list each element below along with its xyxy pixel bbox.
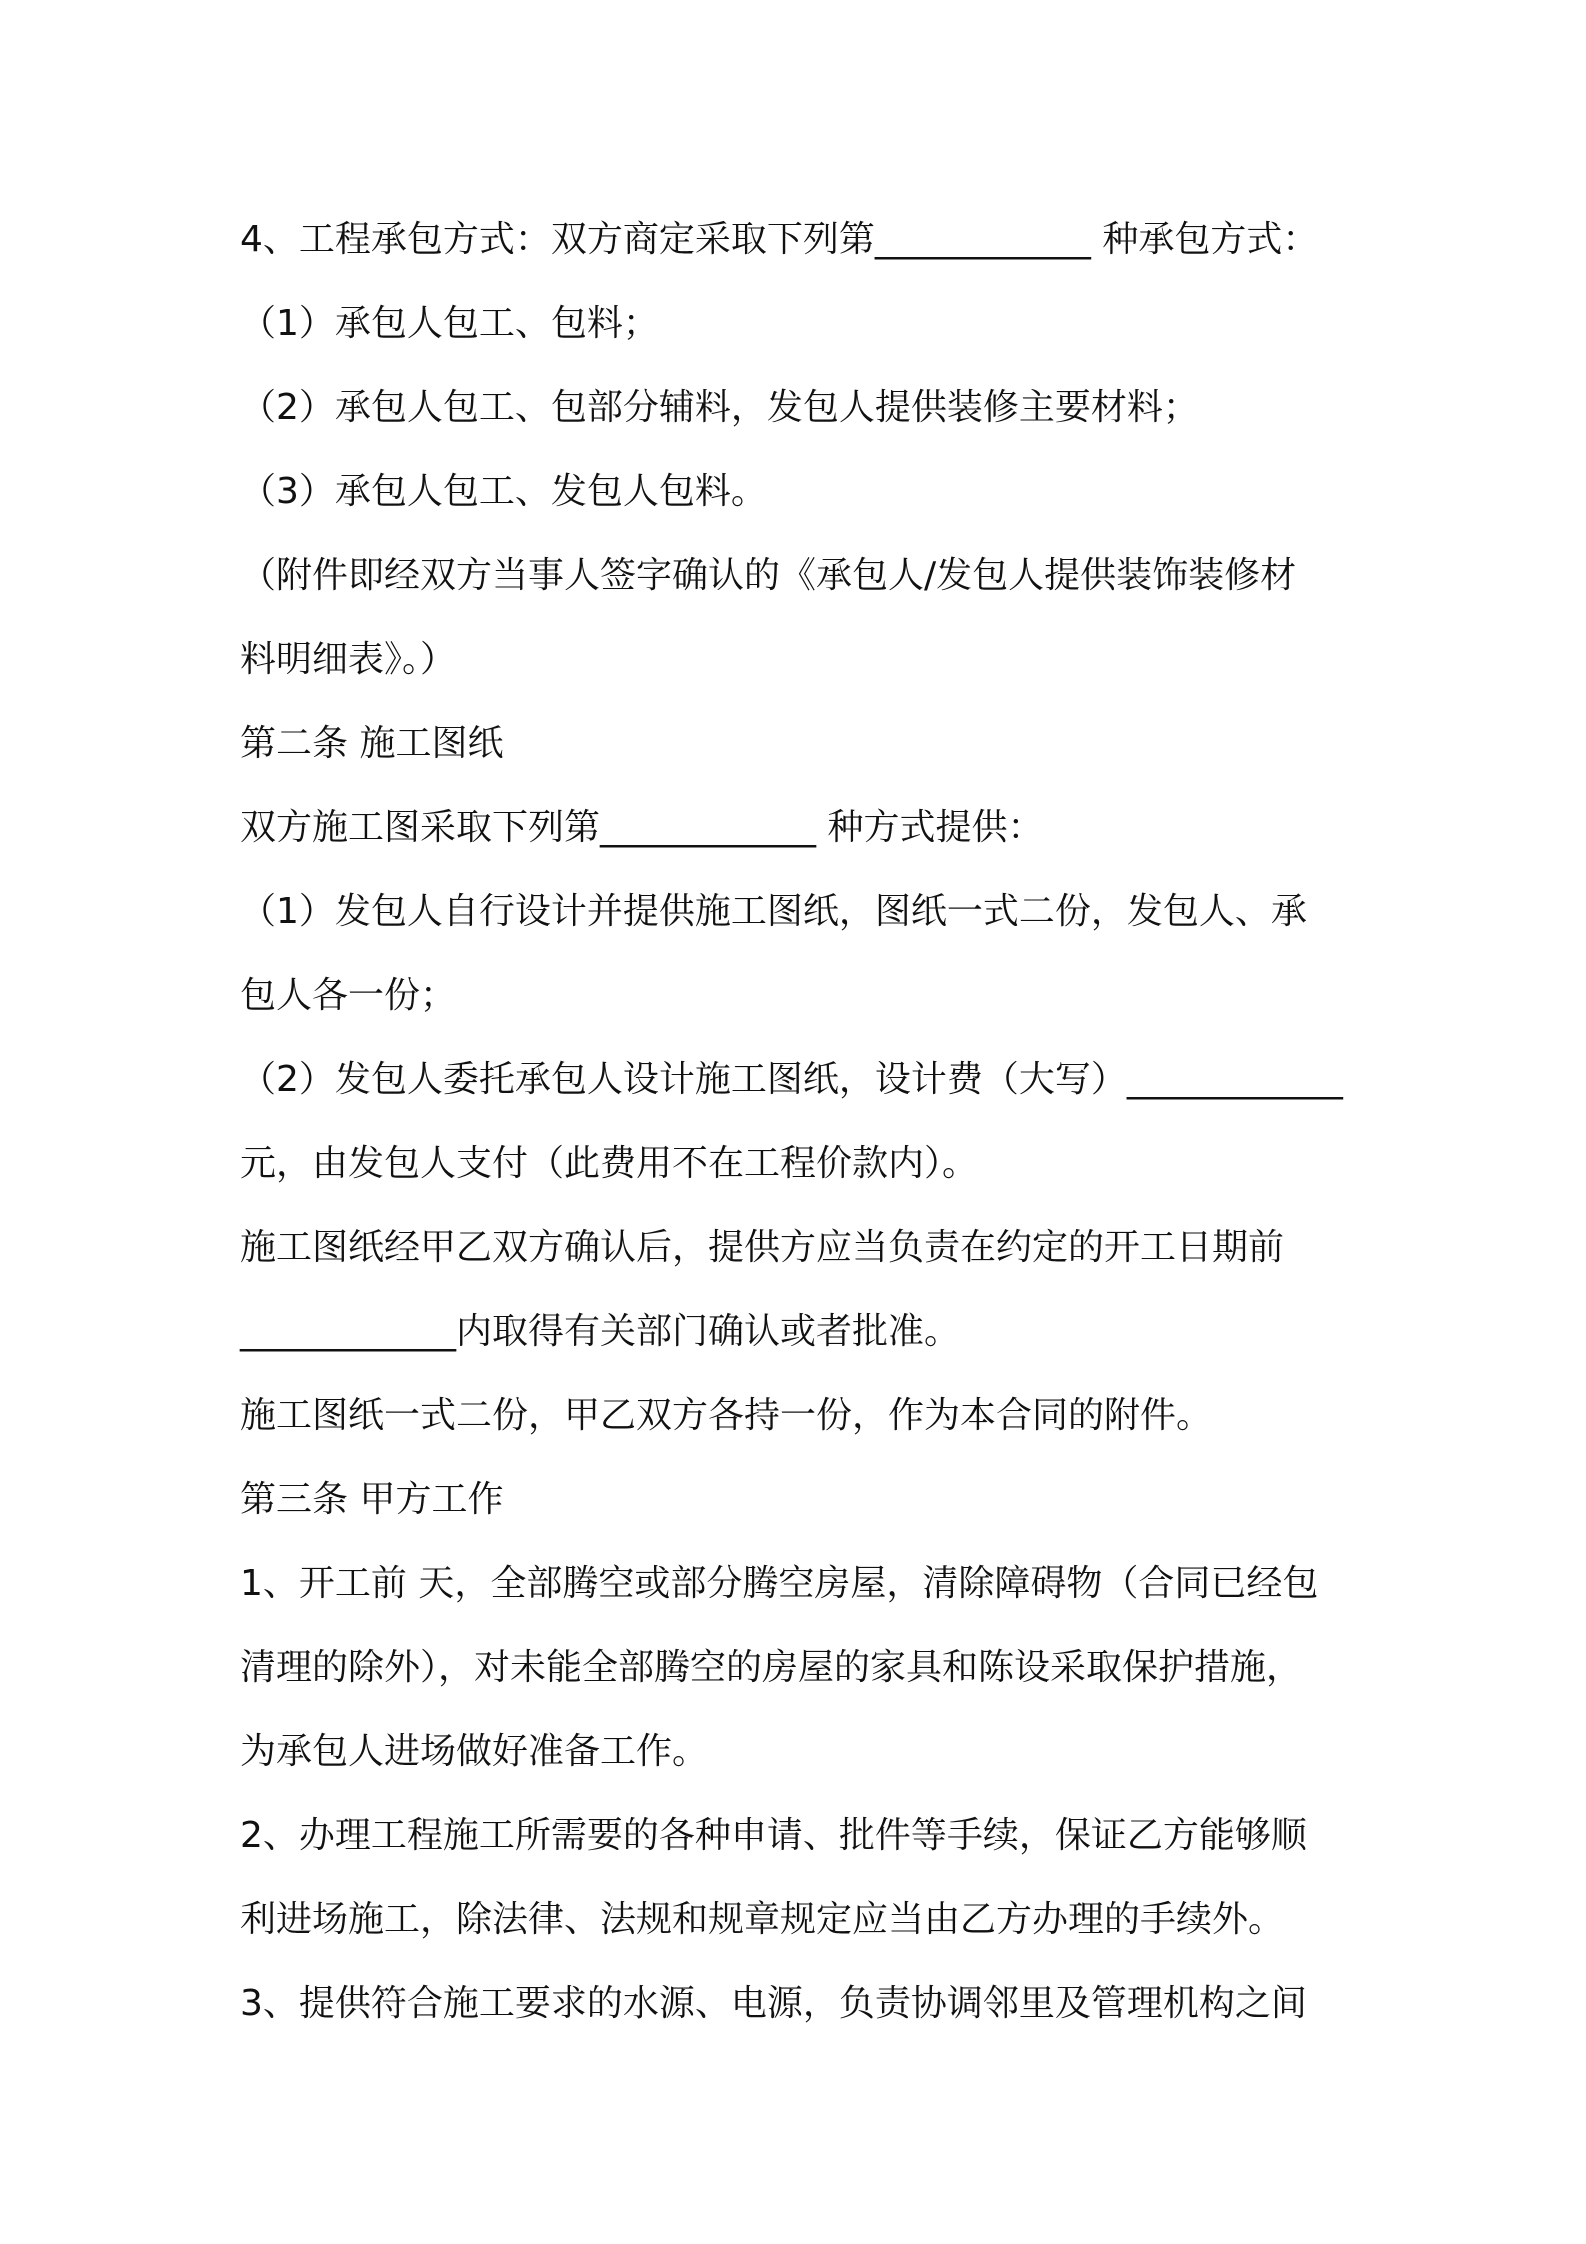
text-line: （1）承包人包工、包料；: [240, 303, 659, 344]
text-line: （附件即经双方当事人签字确认的《承包人/发包人提供装饰装修材: [240, 555, 1297, 596]
contract-text: [240, 198, 1360, 2046]
text-line: 3、提供符合施工要求的水源、电源，负责协调邻里及管理机构之间: [240, 1983, 1307, 2024]
text-line: ____________内取得有关部门确认或者批准。: [240, 1311, 961, 1352]
text-line: 2、办理工程施工所需要的各种申请、批件等手续，保证乙方能够顺: [240, 1815, 1307, 1856]
text-line: 清理的除外），对未能全部腾空的房屋的家具和陈设采取保护措施，: [240, 1647, 1303, 1688]
text-line: 包人各一份；: [240, 975, 457, 1016]
text-line: （2）承包人包工、包部分辅料，发包人提供装修主要材料；: [240, 387, 1199, 428]
section-heading: 第二条 施工图纸: [240, 723, 504, 764]
section-heading: 第三条 甲方工作: [240, 1479, 504, 1520]
text-line: 料明细表》。）: [240, 639, 457, 680]
text-line: （2）发包人委托承包人设计施工图纸，设计费（大写）____________: [240, 1059, 1343, 1100]
text-line: 利进场施工，除法律、法规和规章规定应当由乙方办理的手续外。: [240, 1899, 1285, 1940]
text-line: 元，由发包人支付（此费用不在工程价款内）。: [240, 1143, 979, 1184]
text-line: 双方施工图采取下列第____________ 种方式提供：: [240, 807, 1044, 848]
text-line: 1、开工前 天，全部腾空或部分腾空房屋，清除障碍物（合同已经包: [240, 1563, 1319, 1604]
text-line: 施工图纸经甲乙双方确认后，提供方应当负责在约定的开工日期前: [240, 1227, 1285, 1268]
text-line: 施工图纸一式二份，甲乙双方各持一份，作为本合同的附件。: [240, 1395, 1213, 1436]
text-line: 4、工程承包方式：双方商定采取下列第____________ 种承包方式：: [240, 219, 1319, 260]
text-line: 为承包人进场做好准备工作。: [240, 1731, 709, 1772]
text-line: （1）发包人自行设计并提供施工图纸，图纸一式二份，发包人、承: [240, 891, 1307, 932]
text-line: （3）承包人包工、发包人包料。: [240, 471, 767, 512]
